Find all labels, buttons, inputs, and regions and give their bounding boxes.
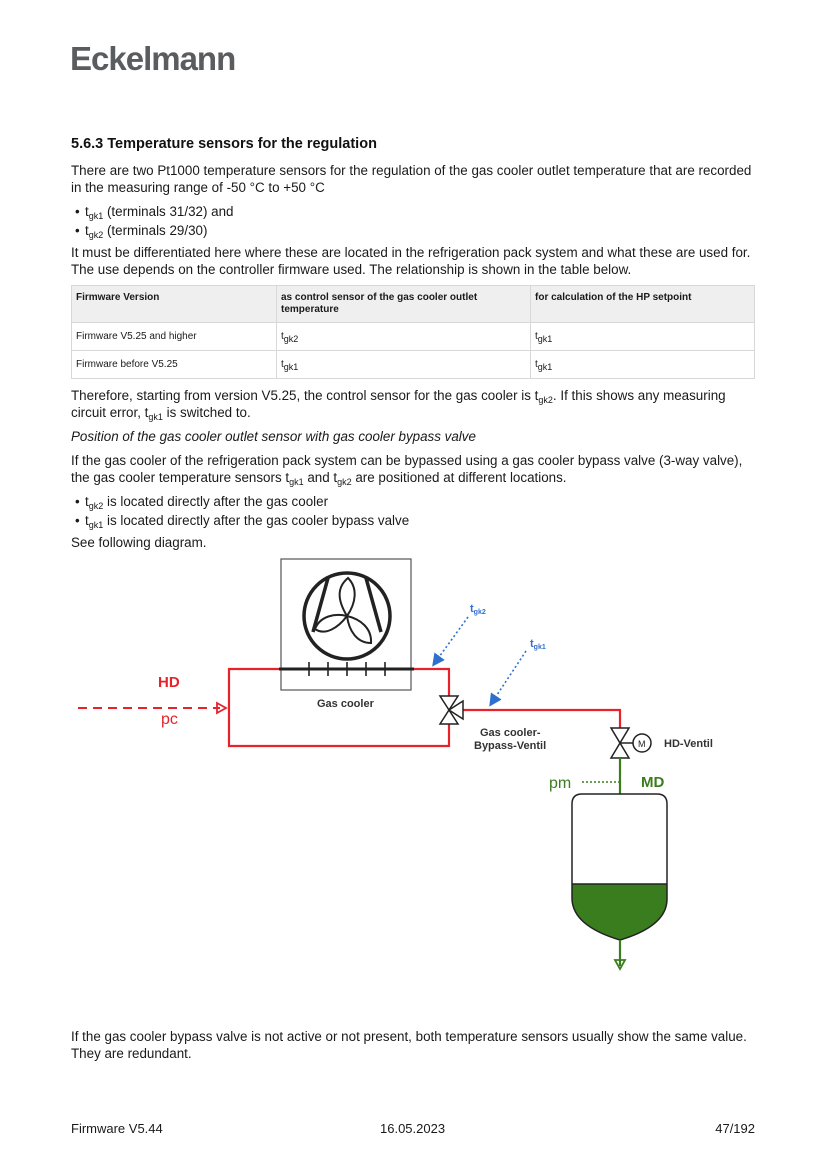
table-cell: $t_{gk1}$	[277, 351, 531, 379]
location-list	[71, 493, 761, 529]
control-sensor-paragraph: Therefore, starting from version V5.25, the control sensor for the gas cooler is $t_{gk2}$. If this shows any measuring circuit error, $t_{gk1}$ is switched to.	[71, 388, 726, 422]
sensor-tgk2-label: tgk2	[470, 603, 486, 616]
bypass-label-line1: Gas cooler-	[480, 727, 541, 739]
sensor-list	[71, 203, 761, 239]
main-content	[71, 136, 761, 558]
table-header-row	[72, 286, 755, 323]
see-diagram-text: See following diagram.	[71, 535, 207, 550]
hd-ventil-label: HD-Ventil	[664, 738, 713, 750]
list-item: • $t_{gk2}$ is located directly after the gas cooler	[71, 493, 761, 510]
table-cell: Firmware V5.25 and higher	[72, 323, 277, 351]
table-cell: $t_{gk1}$	[531, 351, 755, 379]
gas-cooler-label: Gas cooler	[317, 698, 374, 710]
footer-date: 16.05.2023	[380, 1121, 446, 1136]
list-item: • $t_{gk1}$ is located directly after the gas cooler bypass valve	[71, 512, 761, 529]
footer-page-number: 47/192	[715, 1121, 755, 1136]
column-header: for calculation of the HP setpoint	[531, 286, 755, 323]
hd-label: HD	[158, 674, 180, 691]
closing-paragraph: If the gas cooler bypass valve is not active or not present, both temperature sensors usually show the same value. They are redundant.	[71, 1029, 747, 1061]
relationship-paragraph: It must be differentiated here where these are located in the refrigeration pack system and what these are used for. The use depends on the controller firmware used. The relationship is shown in the table below.	[71, 245, 751, 277]
list-item: • $t_{gk2}$ (terminals 29/30)	[71, 222, 761, 239]
pm-label: pm	[549, 775, 572, 792]
italic-subheading: Position of the gas cooler outlet sensor with gas cooler bypass valve	[71, 429, 476, 444]
list-item: • $t_{gk1}$ (terminals 31/32) and	[71, 203, 761, 220]
md-label: MD	[641, 774, 665, 791]
intro-paragraph: There are two Pt1000 temperature sensors for the regulation of the gas cooler outlet temperature that are recorded in the measuring range of -50 °C to +50 °C	[71, 163, 752, 195]
table-cell: $t_{gk1}$	[531, 323, 755, 351]
bypass-valve-icon	[440, 696, 463, 724]
bypass-paragraph: If the gas cooler of the refrigeration pack system can be bypassed using a gas cooler bypass valve (3-way valve), the gas cooler temperature sensors $t_{gk1}$ and $t_{gk2}$ are positioned at different locations.	[71, 453, 743, 487]
section-title: 5.6.3 Temperature sensors for the regulation	[71, 136, 377, 152]
table-cell: $t_{gk2}$	[277, 323, 531, 351]
receiver-tank	[572, 794, 667, 940]
table-cell: Firmware before V5.25	[72, 351, 277, 379]
eckelmann-logo: Eckelmann	[70, 40, 236, 77]
table-row	[72, 323, 755, 351]
footer-firmware: Firmware V5.44	[71, 1121, 163, 1136]
column-header: Firmware Version	[72, 286, 277, 323]
motor-label: M	[638, 739, 646, 749]
column-header: as control sensor of the gas cooler outlet temperature	[277, 286, 531, 323]
sensor-tgk1-label: tgk1	[530, 638, 546, 651]
table-row	[72, 351, 755, 379]
bypass-label-line2: Bypass-Ventil	[474, 740, 547, 752]
firmware-table	[71, 285, 755, 379]
pc-label: pc	[161, 711, 178, 728]
gas-cooler-diagram	[70, 556, 760, 986]
